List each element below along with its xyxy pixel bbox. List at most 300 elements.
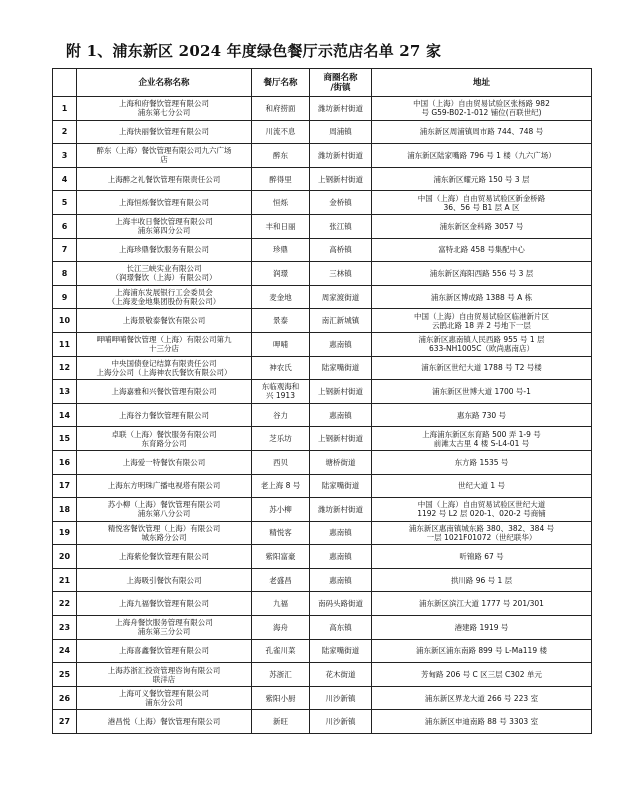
cell-address <box>372 616 592 640</box>
cell-restaurant <box>252 191 310 215</box>
cell-district <box>310 498 372 522</box>
row-number: 3 <box>53 144 77 168</box>
company-line: 上海和府餐饮管理有限公司 <box>119 99 209 109</box>
district-line: 上钢新村街道 <box>318 386 363 396</box>
cell-district <box>310 710 372 734</box>
address-line: 拱川路 96 号 1 层 <box>450 575 513 585</box>
address-line: 1192 号 L2 层 020-1、020-2 号商铺 <box>417 509 546 519</box>
cell-company <box>77 592 252 616</box>
cell-restaurant <box>252 144 310 168</box>
cell-address <box>372 332 592 356</box>
cell-address <box>372 686 592 710</box>
cell-district <box>310 521 372 545</box>
row-number: 8 <box>53 262 77 286</box>
company-line: 上海爱一特餐饮有限公司 <box>122 457 206 467</box>
table-row <box>53 616 592 640</box>
cell-company <box>77 238 252 262</box>
restaurant-line: 老上海 8 号 <box>260 481 301 491</box>
address-line: 一层 1021F01072（世纪联华） <box>426 532 537 542</box>
company-line: 苏小柳（上海）餐饮管理有限公司 <box>107 500 221 510</box>
table-row <box>53 309 592 333</box>
company-line: 上海东方明珠广播电视塔有限公司 <box>107 481 221 491</box>
cell-restaurant <box>252 167 310 191</box>
district-line: 塘桥街道 <box>325 457 356 467</box>
restaurant-line: 紫阳小厨 <box>265 693 296 703</box>
company-line: 上海快丽餐饮管理有限公司 <box>119 127 209 137</box>
table-row <box>53 238 592 262</box>
row-number: 6 <box>53 214 77 238</box>
cell-company <box>77 710 252 734</box>
row-number: 19 <box>53 521 77 545</box>
company-line: 浦东分公司 <box>145 698 183 708</box>
restaurant-line: 东临观海和 <box>261 382 300 392</box>
table-row <box>53 545 592 569</box>
cell-district <box>310 144 372 168</box>
district-line: 花木街道 <box>325 670 356 680</box>
address-line: 芳甸路 206 号 C 区三层 C302 单元 <box>421 670 542 680</box>
cell-company <box>77 144 252 168</box>
table-row <box>53 474 592 498</box>
cell-district <box>310 545 372 569</box>
address-line: 浦东新区世博大道 1700 号-1 <box>432 386 531 396</box>
cell-address <box>372 521 592 545</box>
cell-address <box>372 309 592 333</box>
row-number: 9 <box>53 285 77 309</box>
cell-company <box>77 214 252 238</box>
cell-company <box>77 474 252 498</box>
cell-district <box>310 616 372 640</box>
restaurant-line: 珍鼎 <box>273 245 288 255</box>
address-line: 号 G59-B02-1-012 铺位(百联世纪) <box>421 108 542 118</box>
company-line: 东育路分公司 <box>141 438 187 448</box>
cell-restaurant <box>252 238 310 262</box>
district-line: 惠南镇 <box>329 528 352 538</box>
company-line: 呷哺呷哺餐饮管理（上海）有限公司第九 <box>96 335 232 345</box>
company-line: 卓联（上海）餐饮服务有限公司 <box>111 429 217 439</box>
table-row <box>53 167 592 191</box>
cell-restaurant <box>252 262 310 286</box>
cell-district <box>310 309 372 333</box>
district-line: 南码头路街道 <box>318 599 363 609</box>
cell-district <box>310 97 372 121</box>
table-row <box>53 568 592 592</box>
address-line: 浦东新区浦东南路 899 号 L-Ma119 楼 <box>416 646 547 656</box>
table-row <box>53 120 592 144</box>
row-number: 13 <box>53 380 77 404</box>
row-number: 18 <box>53 498 77 522</box>
cell-company <box>77 427 252 451</box>
cell-address <box>372 592 592 616</box>
table-row <box>53 521 592 545</box>
cell-restaurant <box>252 498 310 522</box>
cell-company <box>77 120 252 144</box>
cell-company <box>77 616 252 640</box>
cell-district <box>310 474 372 498</box>
company-line: 十三分店 <box>149 344 179 354</box>
cell-restaurant <box>252 592 310 616</box>
table-row <box>53 710 592 734</box>
cell-company <box>77 262 252 286</box>
address-line: 浦东新区金科路 3057 号 <box>439 221 524 231</box>
cell-restaurant <box>252 450 310 474</box>
restaurant-line: 呷哺 <box>273 339 288 349</box>
cell-address <box>372 214 592 238</box>
row-number: 21 <box>53 568 77 592</box>
restaurant-line: 海舟 <box>273 622 288 632</box>
row-number: 15 <box>53 427 77 451</box>
cell-restaurant <box>252 568 310 592</box>
row-number: 11 <box>53 332 77 356</box>
restaurant-line: 芝乐坊 <box>269 434 292 444</box>
table-row <box>53 663 592 687</box>
district-line: 潍坊新村街道 <box>318 150 363 160</box>
row-number: 10 <box>53 309 77 333</box>
row-number: 14 <box>53 403 77 427</box>
row-number: 27 <box>53 710 77 734</box>
company-line: 上海醉之礼餐饮管理有限责任公司 <box>107 174 221 184</box>
cell-district <box>310 686 372 710</box>
district-line: 张江镇 <box>329 221 352 231</box>
table-row <box>53 332 592 356</box>
cell-restaurant <box>252 332 310 356</box>
address-line: 浦东新区世纪大道 1788 号 T2 号楼 <box>421 363 542 373</box>
restaurant-line: 新旺 <box>273 717 288 727</box>
company-line: 浦东第七分公司 <box>137 108 191 118</box>
row-number: 20 <box>53 545 77 569</box>
district-line: 川沙新镇 <box>325 693 356 703</box>
restaurant-line: 和府捞面 <box>265 103 296 113</box>
address-line: 浦东新区滨江大道 1777 号 201/301 <box>419 599 544 609</box>
restaurant-table <box>52 68 592 734</box>
row-number: 22 <box>53 592 77 616</box>
company-line: 上海九福餐饮管理有限公司 <box>119 599 209 609</box>
cell-restaurant <box>252 380 310 404</box>
row-number: 2 <box>53 120 77 144</box>
district-line: 惠南镇 <box>329 410 352 420</box>
restaurant-line: 老盛昌 <box>269 575 292 585</box>
cell-restaurant <box>252 427 310 451</box>
district-line: 南汇新城镇 <box>321 316 360 326</box>
company-line: 浦东第三分公司 <box>137 627 191 637</box>
address-line: 港建路 1919 号 <box>454 622 509 632</box>
district-line: 陆家嘴街道 <box>321 646 360 656</box>
document-title: 附 1、浦东新区 2024 年度绿色餐厅示范店名单 27 家 <box>66 42 442 60</box>
company-line: 上海珍鼎餐饮服务有限公司 <box>119 245 209 255</box>
restaurant-line: 川流不息 <box>265 127 296 137</box>
cell-district <box>310 214 372 238</box>
cell-district <box>310 663 372 687</box>
address-line: 听锦路 67 号 <box>459 552 504 562</box>
table-row <box>53 97 592 121</box>
cell-company <box>77 521 252 545</box>
address-line: 浦东新区陆家嘴路 796 号 1 楼（九六广场） <box>407 150 556 160</box>
table-row <box>53 191 592 215</box>
restaurant-line: 九福 <box>273 599 288 609</box>
table-row <box>53 356 592 380</box>
cell-company <box>77 663 252 687</box>
company-line: 上海谷力餐饮管理有限公司 <box>119 410 209 420</box>
address-line: 浦东新区惠南镇人民西路 955 号 1 层 <box>418 335 545 345</box>
cell-district <box>310 639 372 663</box>
address-line: 浦东新区周浦镇周市路 744、748 号 <box>419 127 544 137</box>
company-line: 上海舟餐饮服务管理有限公司 <box>115 618 213 628</box>
address-line: 浦东新区海阳西路 556 号 3 层 <box>429 268 534 278</box>
address-line: 云鹃北路 18 弄 2 号地下一层 <box>432 320 531 330</box>
cell-company <box>77 568 252 592</box>
cell-restaurant <box>252 474 310 498</box>
row-number: 24 <box>53 639 77 663</box>
cell-company <box>77 97 252 121</box>
district-line: 金桥镇 <box>329 198 352 208</box>
address-line: 中国（上海）自由贸易试验区新金桥路 <box>417 193 546 203</box>
cell-restaurant <box>252 214 310 238</box>
cell-company <box>77 167 252 191</box>
cell-district <box>310 262 372 286</box>
table-row <box>53 498 592 522</box>
address-line: 浦东新区惠南镇城东路 380、382、384 号 <box>408 523 555 533</box>
restaurant-line: 苏小柳 <box>269 504 292 514</box>
cell-company <box>77 686 252 710</box>
cell-restaurant <box>252 616 310 640</box>
cell-district <box>310 380 372 404</box>
district-line: 潍坊新村街道 <box>318 103 363 113</box>
row-number: 5 <box>53 191 77 215</box>
cell-address <box>372 120 592 144</box>
cell-company <box>77 332 252 356</box>
address-line: 浦东新区界龙大道 266 号 223 室 <box>424 693 539 703</box>
restaurant-line: 醉得里 <box>269 174 292 184</box>
cell-address <box>372 403 592 427</box>
table-row <box>53 262 592 286</box>
company-line: 上海可义餐饮管理有限公司 <box>119 689 209 699</box>
table-row <box>53 403 592 427</box>
district-line: 周浦镇 <box>329 127 352 137</box>
table-body <box>53 97 592 734</box>
cell-restaurant <box>252 120 310 144</box>
row-number: 7 <box>53 238 77 262</box>
cell-district <box>310 285 372 309</box>
table-row <box>53 144 592 168</box>
cell-company <box>77 356 252 380</box>
header-district-line-1: 商圈名称 <box>323 72 358 83</box>
cell-restaurant <box>252 521 310 545</box>
cell-address <box>372 427 592 451</box>
cell-address <box>372 356 592 380</box>
cell-address <box>372 191 592 215</box>
row-number: 25 <box>53 663 77 687</box>
cell-company <box>77 309 252 333</box>
table-row <box>53 592 592 616</box>
cell-restaurant <box>252 403 310 427</box>
company-line: 精悦客餐饮管理（上海）有限公司 <box>107 523 221 533</box>
restaurant-line: 西贝 <box>273 457 288 467</box>
company-line: 上海分公司（上海神农氏餐饮有限公司） <box>96 367 232 377</box>
address-line: 浦东新区博成路 1388 号 A 栋 <box>430 292 533 302</box>
cell-address <box>372 262 592 286</box>
district-line: 高东镇 <box>329 622 352 632</box>
company-line: 浦东第八分公司 <box>137 509 191 519</box>
address-line: 世纪大道 1 号 <box>457 481 506 491</box>
cell-company <box>77 450 252 474</box>
address-line: 633-NH1005C（欧尚惠南店） <box>428 344 535 354</box>
company-line: 上海丰收日餐饮管理有限公司 <box>115 217 213 227</box>
header-num <box>53 69 77 97</box>
header-district-line-2: /街镇 <box>330 82 351 93</box>
restaurant-line: 醉东 <box>273 150 288 160</box>
restaurant-line: 精悦客 <box>269 528 292 538</box>
cell-restaurant <box>252 545 310 569</box>
table-row <box>53 214 592 238</box>
cell-district <box>310 238 372 262</box>
company-line: 浦东第四分公司 <box>137 226 191 236</box>
restaurant-line: 神农氏 <box>269 363 292 373</box>
company-line: 上海紫伦餐饮管理有限公司 <box>119 552 209 562</box>
restaurant-line: 紫阳富豪 <box>265 552 296 562</box>
cell-address <box>372 380 592 404</box>
row-number: 23 <box>53 616 77 640</box>
row-number: 12 <box>53 356 77 380</box>
district-line: 惠南镇 <box>329 552 352 562</box>
company-line: （上海麦金地集团股份有限公司） <box>107 297 221 307</box>
district-line: 上钢新村街道 <box>318 174 363 184</box>
cell-address <box>372 450 592 474</box>
company-line: 上海恒烁餐饮管理有限公司 <box>119 198 209 208</box>
cell-district <box>310 120 372 144</box>
cell-address <box>372 167 592 191</box>
address-line: 中国（上海）自由贸易试验区世纪大道 <box>417 500 546 510</box>
row-number: 26 <box>53 686 77 710</box>
table-row <box>53 686 592 710</box>
table-row <box>53 380 592 404</box>
district-line: 周家渡街道 <box>321 292 360 302</box>
table-row <box>53 639 592 663</box>
restaurant-line: 景泰 <box>273 316 288 326</box>
address-line: 东方路 1535 号 <box>454 457 509 467</box>
row-number: 4 <box>53 167 77 191</box>
company-line: 店 <box>160 155 168 165</box>
company-line: 中央国债登记结算有限责任公司 <box>111 358 217 368</box>
cell-address <box>372 639 592 663</box>
district-line: 川沙新镇 <box>325 717 356 727</box>
restaurant-line: 谷力 <box>273 410 288 420</box>
company-line: 醉东（上海）餐饮管理有限公司九六广场 <box>96 146 232 156</box>
cell-address <box>372 568 592 592</box>
company-line: 上海景敬泰餐饮有限公司 <box>122 316 206 326</box>
table-row <box>53 450 592 474</box>
cell-address <box>372 144 592 168</box>
district-line: 惠南镇 <box>329 575 352 585</box>
cell-address <box>372 474 592 498</box>
cell-district <box>310 332 372 356</box>
cell-district <box>310 356 372 380</box>
cell-district <box>310 191 372 215</box>
address-line: 前滩太古里 4 楼 S-L4-01 号 <box>433 438 530 448</box>
restaurant-line: 兴 1913 <box>266 391 295 401</box>
cell-company <box>77 545 252 569</box>
address-line: 浦东新区耀元路 150 号 3 层 <box>433 174 530 184</box>
cell-restaurant <box>252 663 310 687</box>
cell-address <box>372 97 592 121</box>
address-line: 浦东新区申迪南路 88 号 3303 室 <box>424 717 539 727</box>
cell-address <box>372 663 592 687</box>
address-line: 惠东路 730 号 <box>456 410 507 420</box>
header-restaurant: 餐厅名称 <box>252 69 310 97</box>
company-line: 上海苏浙汇投资管理咨询有限公司 <box>107 665 221 675</box>
district-line: 陆家嘴街道 <box>321 363 360 373</box>
cell-restaurant <box>252 97 310 121</box>
cell-district <box>310 403 372 427</box>
cell-address <box>372 238 592 262</box>
table-row <box>53 427 592 451</box>
row-number: 16 <box>53 450 77 474</box>
header-company: 企业名称名称 <box>77 69 252 97</box>
cell-address <box>372 710 592 734</box>
header-address: 地址 <box>372 69 592 97</box>
cell-restaurant <box>252 639 310 663</box>
header-district <box>310 69 372 97</box>
district-line: 潍坊新村街道 <box>318 504 363 514</box>
cell-restaurant <box>252 686 310 710</box>
cell-company <box>77 498 252 522</box>
row-number: 1 <box>53 97 77 121</box>
district-line: 高桥镇 <box>329 245 352 255</box>
cell-company <box>77 191 252 215</box>
restaurant-line: 孔雀川菜 <box>265 646 296 656</box>
cell-district <box>310 568 372 592</box>
cell-restaurant <box>252 356 310 380</box>
cell-address <box>372 545 592 569</box>
cell-district <box>310 592 372 616</box>
company-line: 长江三峡实业有限公司 <box>126 264 202 274</box>
district-line: 三林镇 <box>329 268 352 278</box>
restaurant-line: 丰和日丽 <box>265 221 296 231</box>
company-line: 上海嘉雅和兴餐饮管理有限公司 <box>111 386 217 396</box>
district-line: 陆家嘴街道 <box>321 481 360 491</box>
district-line: 上钢新村街道 <box>318 434 363 444</box>
district-line: 惠南镇 <box>329 339 352 349</box>
row-number: 17 <box>53 474 77 498</box>
cell-company <box>77 403 252 427</box>
address-line: 富特北路 458 号集配中心 <box>438 245 525 255</box>
company-line: 上海喜鑫餐饮管理有限公司 <box>119 646 209 656</box>
cell-restaurant <box>252 710 310 734</box>
cell-address <box>372 285 592 309</box>
cell-district <box>310 450 372 474</box>
restaurant-line: 恒烁 <box>273 198 288 208</box>
cell-company <box>77 639 252 663</box>
company-line: 上海浦东发展银行工会委员会 <box>115 288 213 298</box>
cell-district <box>310 427 372 451</box>
restaurant-line: 润璟 <box>273 268 288 278</box>
cell-restaurant <box>252 285 310 309</box>
company-line: 联洋店 <box>152 674 176 684</box>
cell-restaurant <box>252 309 310 333</box>
cell-address <box>372 498 592 522</box>
address-line: 36、56 号 B1 层 A 区 <box>443 202 520 212</box>
address-line: 中国（上海）自由贸易试验区临港新片区 <box>414 311 549 321</box>
table-header-row <box>53 69 592 97</box>
company-line: 上海吸引餐饮有限公司 <box>126 575 202 585</box>
cell-company <box>77 380 252 404</box>
address-line: 中国（上海）自由贸易试验区张杨路 982 <box>413 99 550 109</box>
cell-district <box>310 167 372 191</box>
address-line: 上海浦东新区东育路 500 弄 1-9 号 <box>422 429 541 439</box>
restaurant-line: 麦金地 <box>269 292 292 302</box>
company-line: （润璟餐饮（上海）有限公司） <box>111 273 217 283</box>
restaurant-line: 苏浙汇 <box>269 670 292 680</box>
company-line: 港昌悦（上海）餐饮管理有限公司 <box>107 717 221 727</box>
table-row <box>53 285 592 309</box>
